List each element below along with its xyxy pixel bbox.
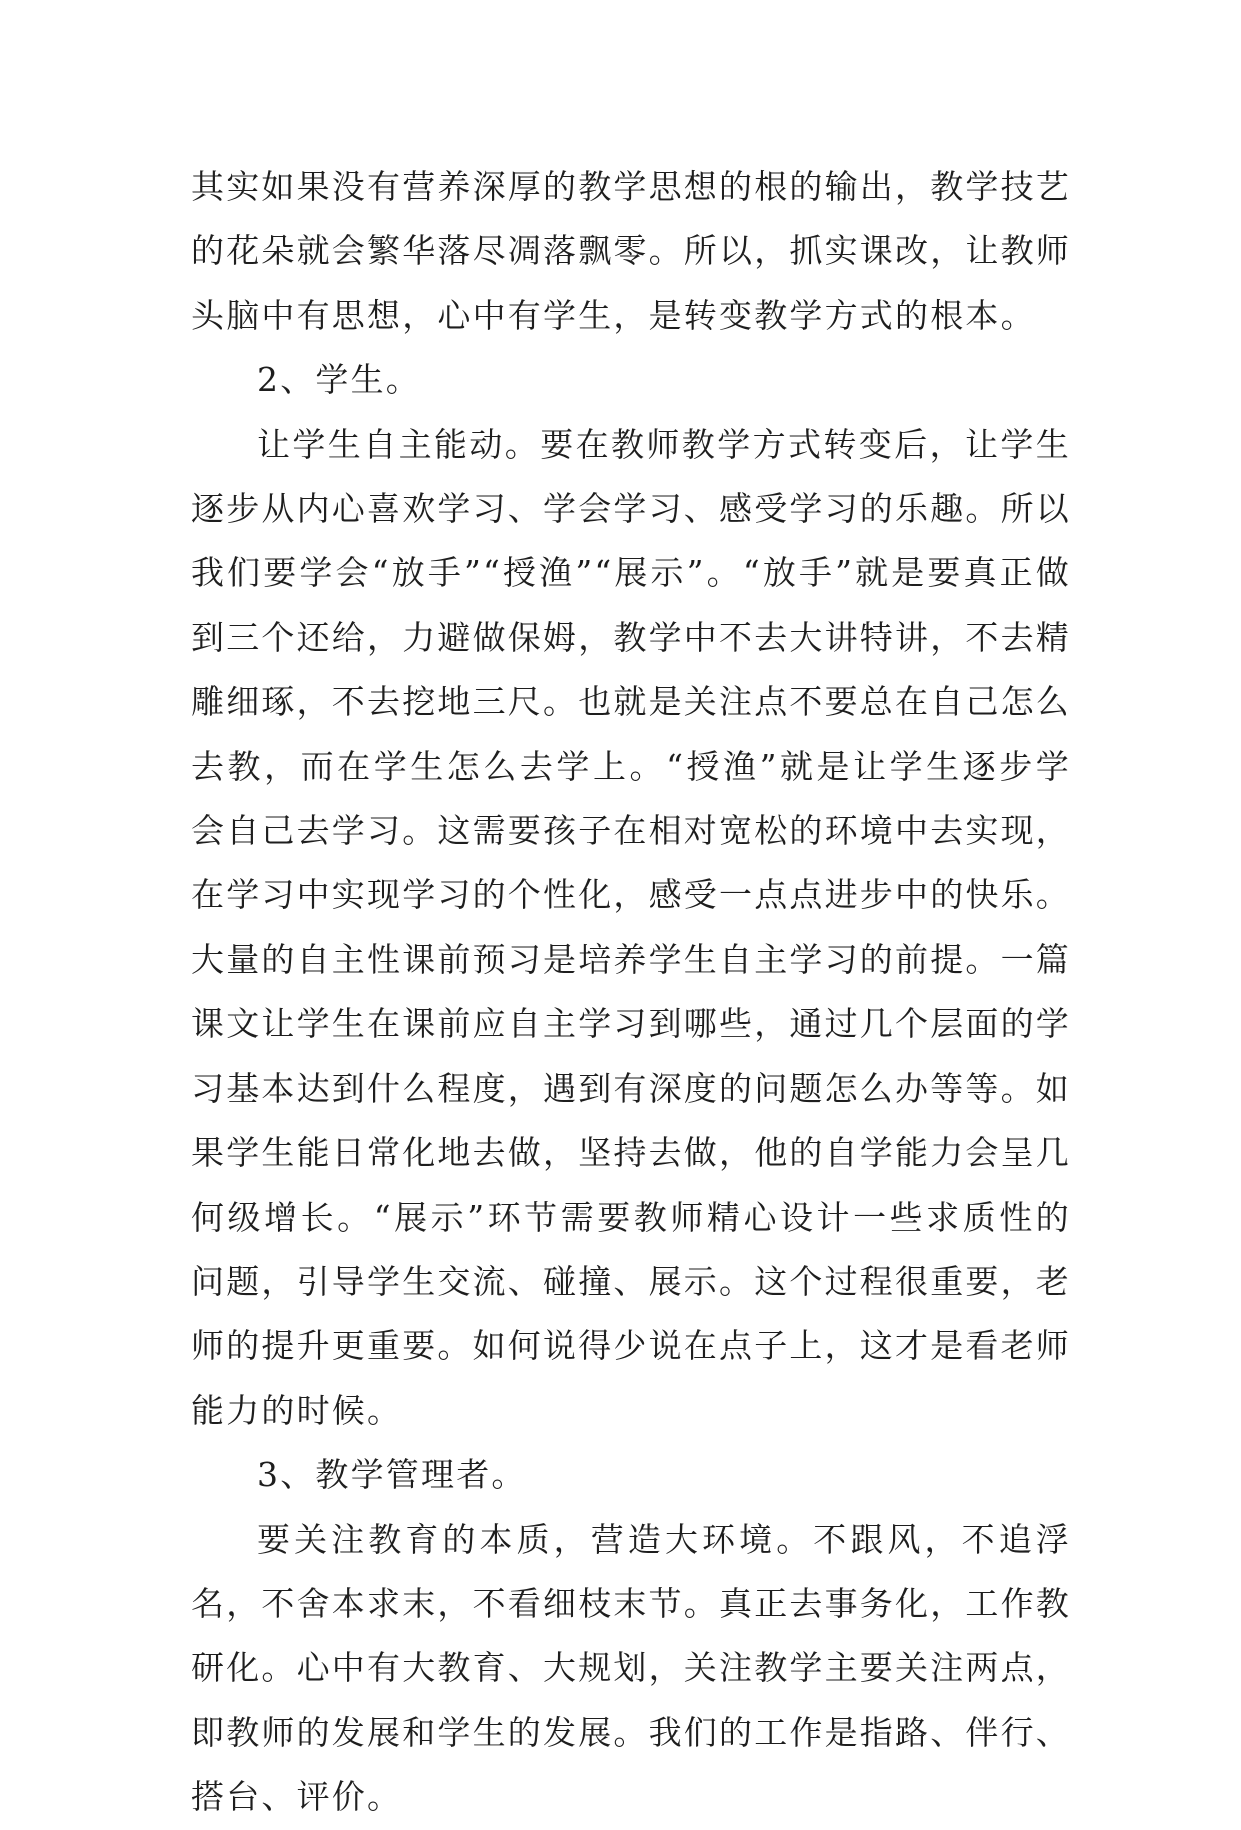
paragraph-intro: 其实如果没有营养深厚的教学思想的根的输出，教学技艺的花朵就会繁华落尽凋落飘零。所以，抓实课改，让教师头脑中有思想，心中有学生，是转变教学方式的根本。: [191, 167, 1071, 335]
heading-managers: 3、教学管理者。: [257, 1455, 527, 1495]
document-body: [191, 155, 1071, 1830]
paragraph-students: 让学生自主能动。要在教师教学方式转变后，让学生逐步从内心喜欢学习、学会学习、感受学习的乐趣。所以我们要学会“放手”“授渔”“展示”。“放手”就是要真正做到三个还给，力避做保姆，教学中不去大讲特讲，不去精雕细琢，不去挖地三尺。也就是关注点不要总在自己怎么去教，而在学生怎么去学上。“授渔”就是让学生逐步学会自己去学习。这需要孩子在相对宽松的环境中去实现，在学习中实现学习的个性化，感受一点点进步中的快乐。大量的自主性课前预习是培养学生自主学习的前提。一篇课文让学生在课前应自主学习到哪些，通过几个层面的学习基本达到什么程度，遇到有深度的问题怎么办等等。如果学生能日常化地去做，坚持去做，他的自学能力会呈几何级增长。“展示”环节需要教师精心设计一些求质性的问题，引导学生交流、碰撞、展示。这个过程很重要，老师的提升更重要。如何说得少说在点子上，这才是看老师能力的时候。: [191, 424, 1071, 1430]
heading-students: 2、学生。: [257, 360, 421, 400]
paragraph-managers: 要关注教育的本质，营造大环境。不跟风，不追浮名，不舍本求末，不看细枝末节。真正去事务化，工作教研化。心中有大教育、大规划，关注教学主要关注两点，即教师的发展和学生的发展。我们的工作是指路、伴行、搭台、评价。: [191, 1519, 1071, 1817]
